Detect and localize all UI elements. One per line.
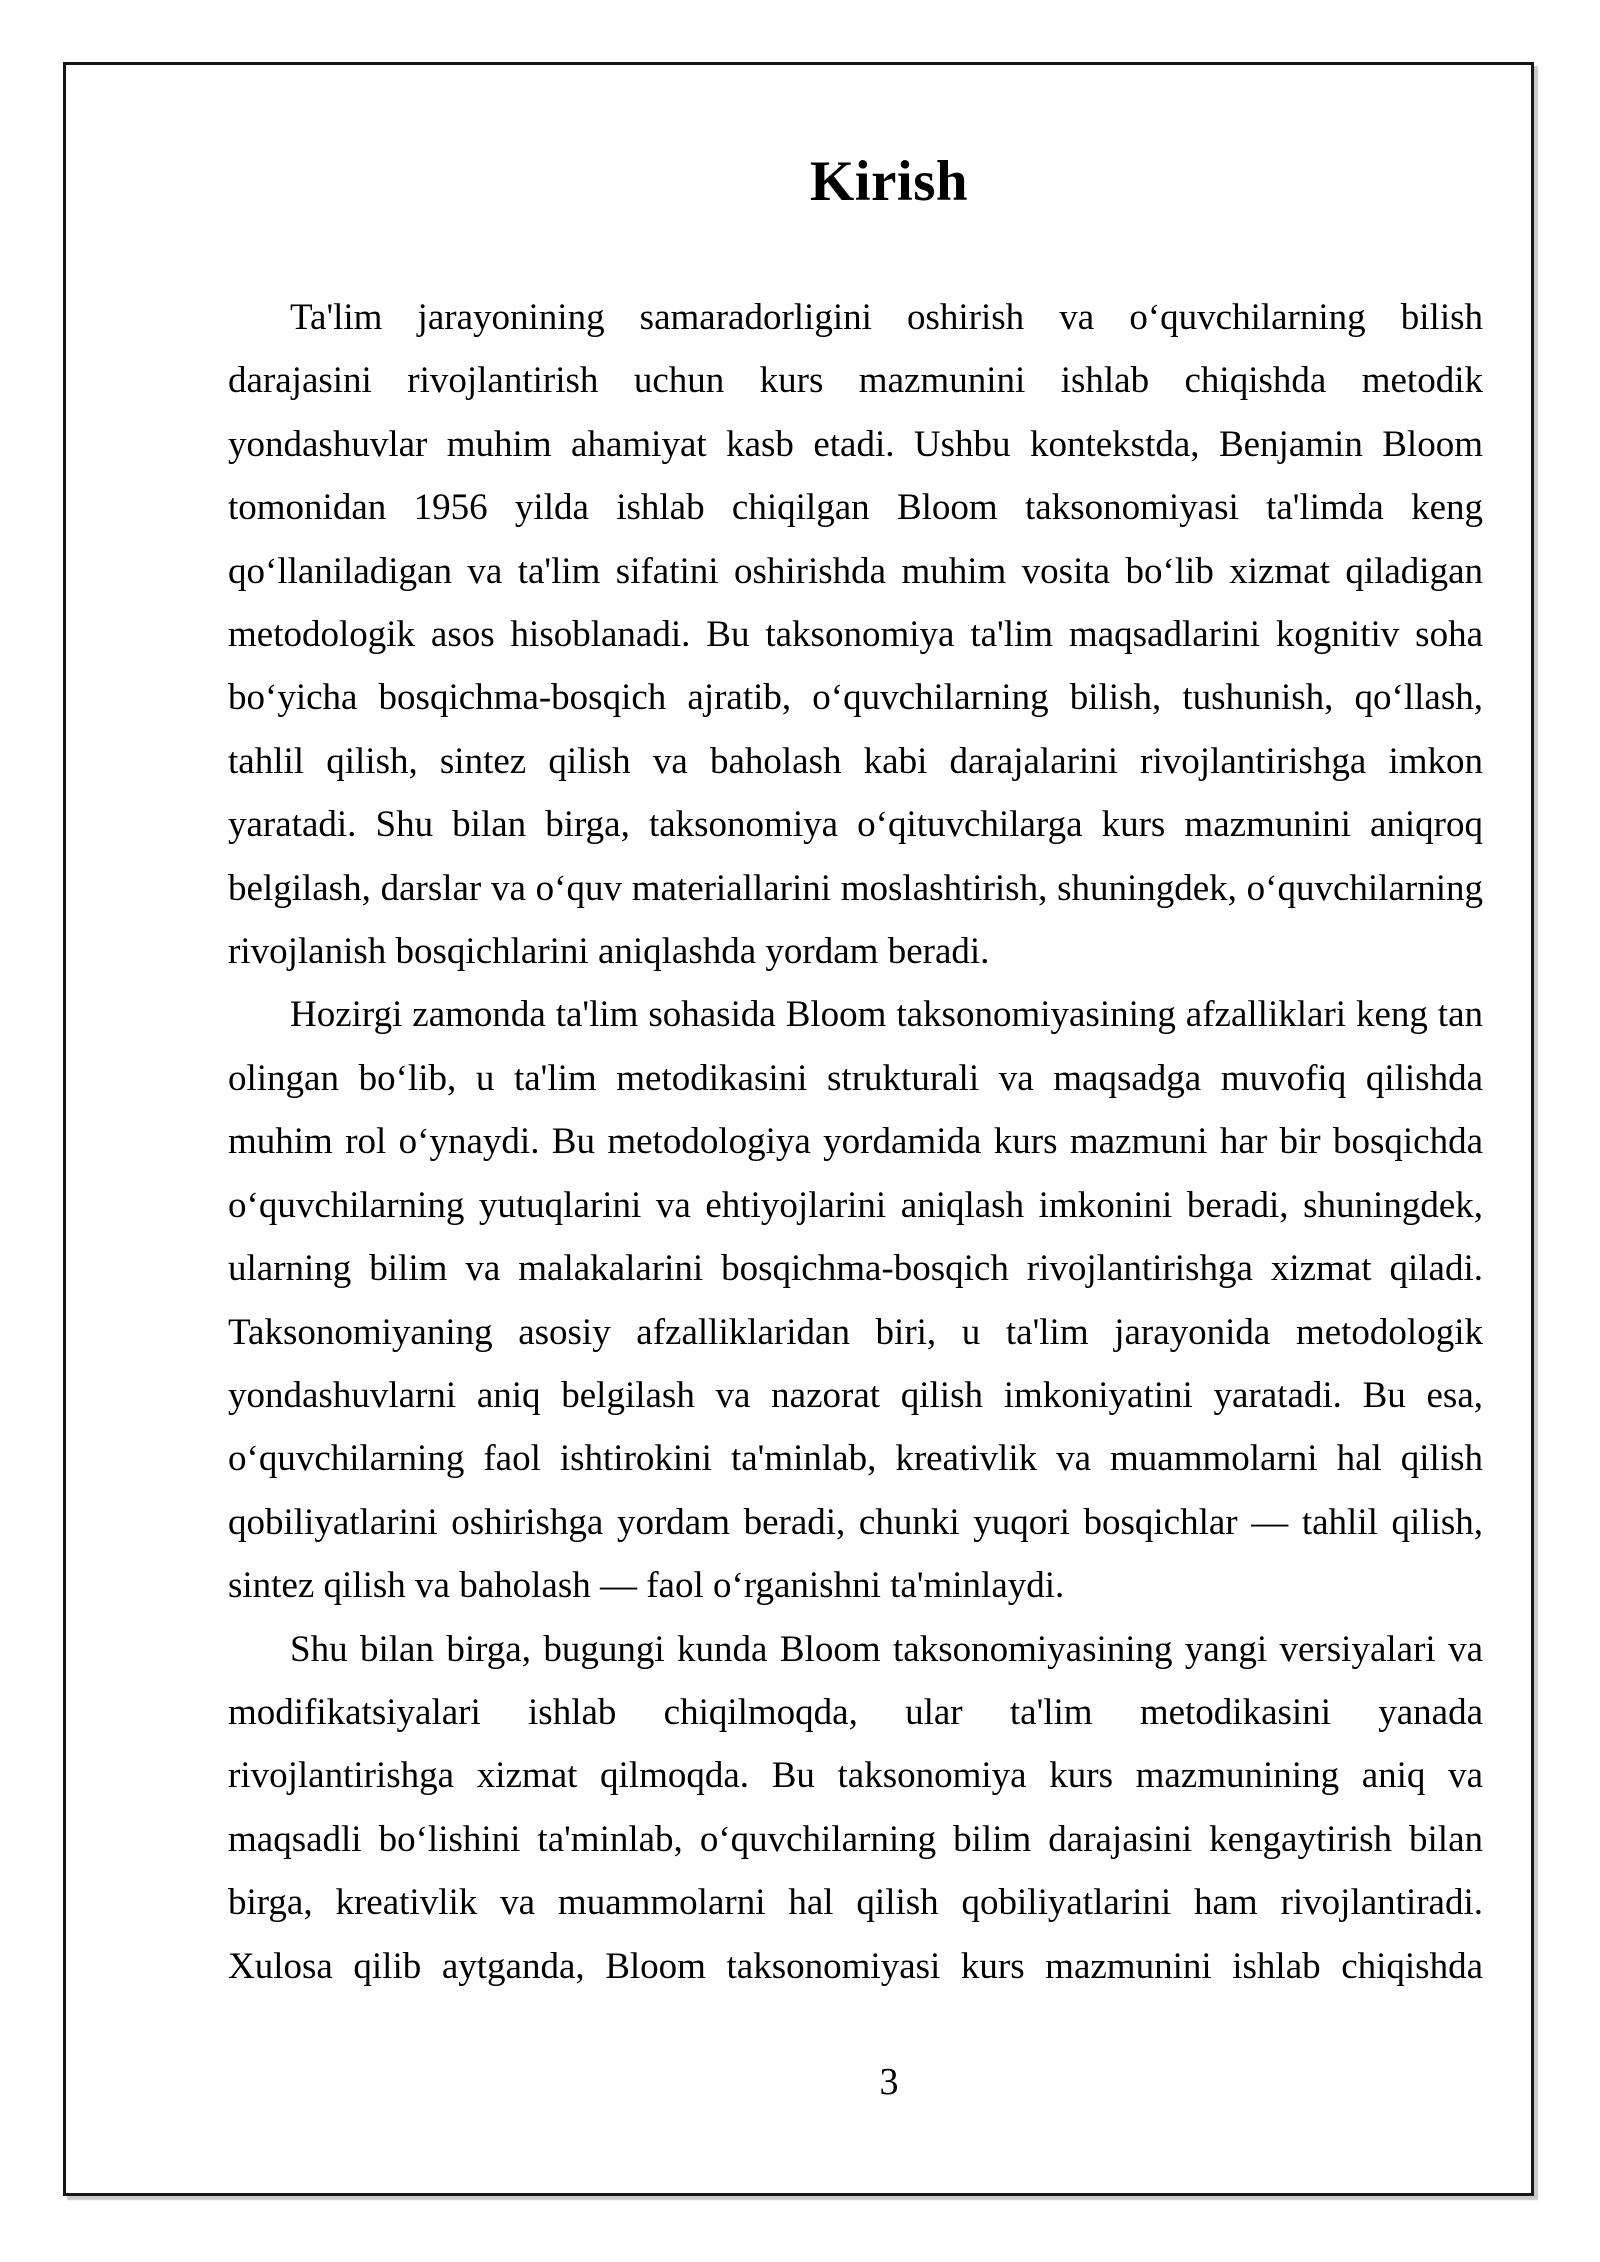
text-line: Ta'lim jarayonining samaradorligini oshirish va oʻquvchilarning bilish bbox=[290, 297, 1483, 338]
text-line: qobiliyatlarini oshirishga yordam beradi, chunki yuqori bosqichlar — tahlil qilish, bbox=[228, 1501, 1483, 1543]
text-line: yondashuvlar muhim ahamiyat kasb etadi. Ushbu kontekstda, Benjamin Bloom bbox=[228, 423, 1483, 465]
text-line: ularning bilim va malakalarini bosqichma-bosqich rivojlantirishga xizmat qiladi. bbox=[228, 1248, 1483, 1290]
text-line: boʻyicha bosqichma-bosqich ajratib, oʻquvchilarning bilish, tushunish, qoʻllash, bbox=[228, 677, 1483, 719]
text-line: rivojlantirishga xizmat qilmoqda. Bu taksonomiya kurs mazmunining aniq va bbox=[228, 1755, 1483, 1797]
text-line: maqsadli boʻlishini ta'minlab, oʻquvchilarning bilim darajasini kengaytirish bilan bbox=[228, 1818, 1483, 1860]
paragraph bbox=[228, 286, 1483, 983]
text-line: Shu bilan birga, bugungi kunda Bloom taksonomiyasining yangi versiyalari va bbox=[290, 1628, 1483, 1670]
text-line: yaratadi. Shu bilan birga, taksonomiya oʻqituvchilarga kurs mazmunini aniqroq bbox=[228, 804, 1483, 846]
text-line: Taksonomiyaning asosiy afzalliklaridan biri, u ta'lim jarayonida metodologik bbox=[228, 1311, 1483, 1353]
text-line: oʻquvchilarning faol ishtirokini ta'minlab, kreativlik va muammolarni hal qilish bbox=[228, 1438, 1483, 1480]
text-line: yondashuvlarni aniq belgilash va nazorat qilish imkoniyatini yaratadi. Bu esa, bbox=[228, 1374, 1483, 1416]
text-line: Hozirgi zamonda ta'lim sohasida Bloom taksonomiyasining afzalliklari keng tan bbox=[290, 994, 1483, 1036]
text-line: sintez qilish va baholash — faol oʻrganishni ta'minlaydi. bbox=[228, 1565, 1065, 1607]
text-line: darajasini rivojlantirish uchun kurs mazmunini ishlab chiqishda metodik bbox=[228, 360, 1483, 402]
text-line: Xulosa qilib aytganda, Bloom taksonomiyasi kurs mazmunini ishlab chiqishda bbox=[228, 1945, 1483, 1987]
page-title: Kirish bbox=[809, 150, 969, 213]
text-line: tomonidan 1956 yilda ishlab chiqilgan Bloom taksonomiyasi ta'limda keng bbox=[228, 487, 1483, 529]
text-line: tahlil qilish, sintez qilish va baholash kabi darajalarini rivojlantirishga imkon bbox=[228, 740, 1483, 782]
document-body bbox=[228, 286, 1483, 1998]
text-line: belgilash, darslar va oʻquv materiallarini moslashtirish, shuningdek, oʻquvchilarning bbox=[228, 867, 1483, 909]
paragraph bbox=[228, 1618, 1483, 1998]
text-line: olingan boʻlib, u ta'lim metodikasini strukturali va maqsadga muvofiq qilishda bbox=[228, 1057, 1483, 1099]
paragraph bbox=[228, 983, 1483, 1617]
text-line: metodologik asos hisoblanadi. Bu taksonomiya ta'lim maqsadlarini kognitiv soha bbox=[228, 614, 1483, 656]
text-line: modifikatsiyalari ishlab chiqilmoqda, ular ta'lim metodikasini yanada bbox=[228, 1691, 1483, 1733]
text-line: muhim rol oʻynaydi. Bu metodologiya yordamida kurs mazmuni har bir bosqichda bbox=[228, 1121, 1483, 1163]
page-number: 3 bbox=[879, 2061, 899, 2103]
text-line: oʻquvchilarning yutuqlarini va ehtiyojlarini aniqlash imkonini beradi, shuningdek, bbox=[228, 1184, 1483, 1226]
text-line: birga, kreativlik va muammolarni hal qilish qobiliyatlarini ham rivojlantiradi. bbox=[228, 1882, 1483, 1924]
text-line: rivojlanish bosqichlarini aniqlashda yordam beradi. bbox=[228, 931, 990, 973]
text-line: qoʻllaniladigan va ta'lim sifatini oshirishda muhim vosita boʻlib xizmat qiladigan bbox=[228, 550, 1483, 592]
